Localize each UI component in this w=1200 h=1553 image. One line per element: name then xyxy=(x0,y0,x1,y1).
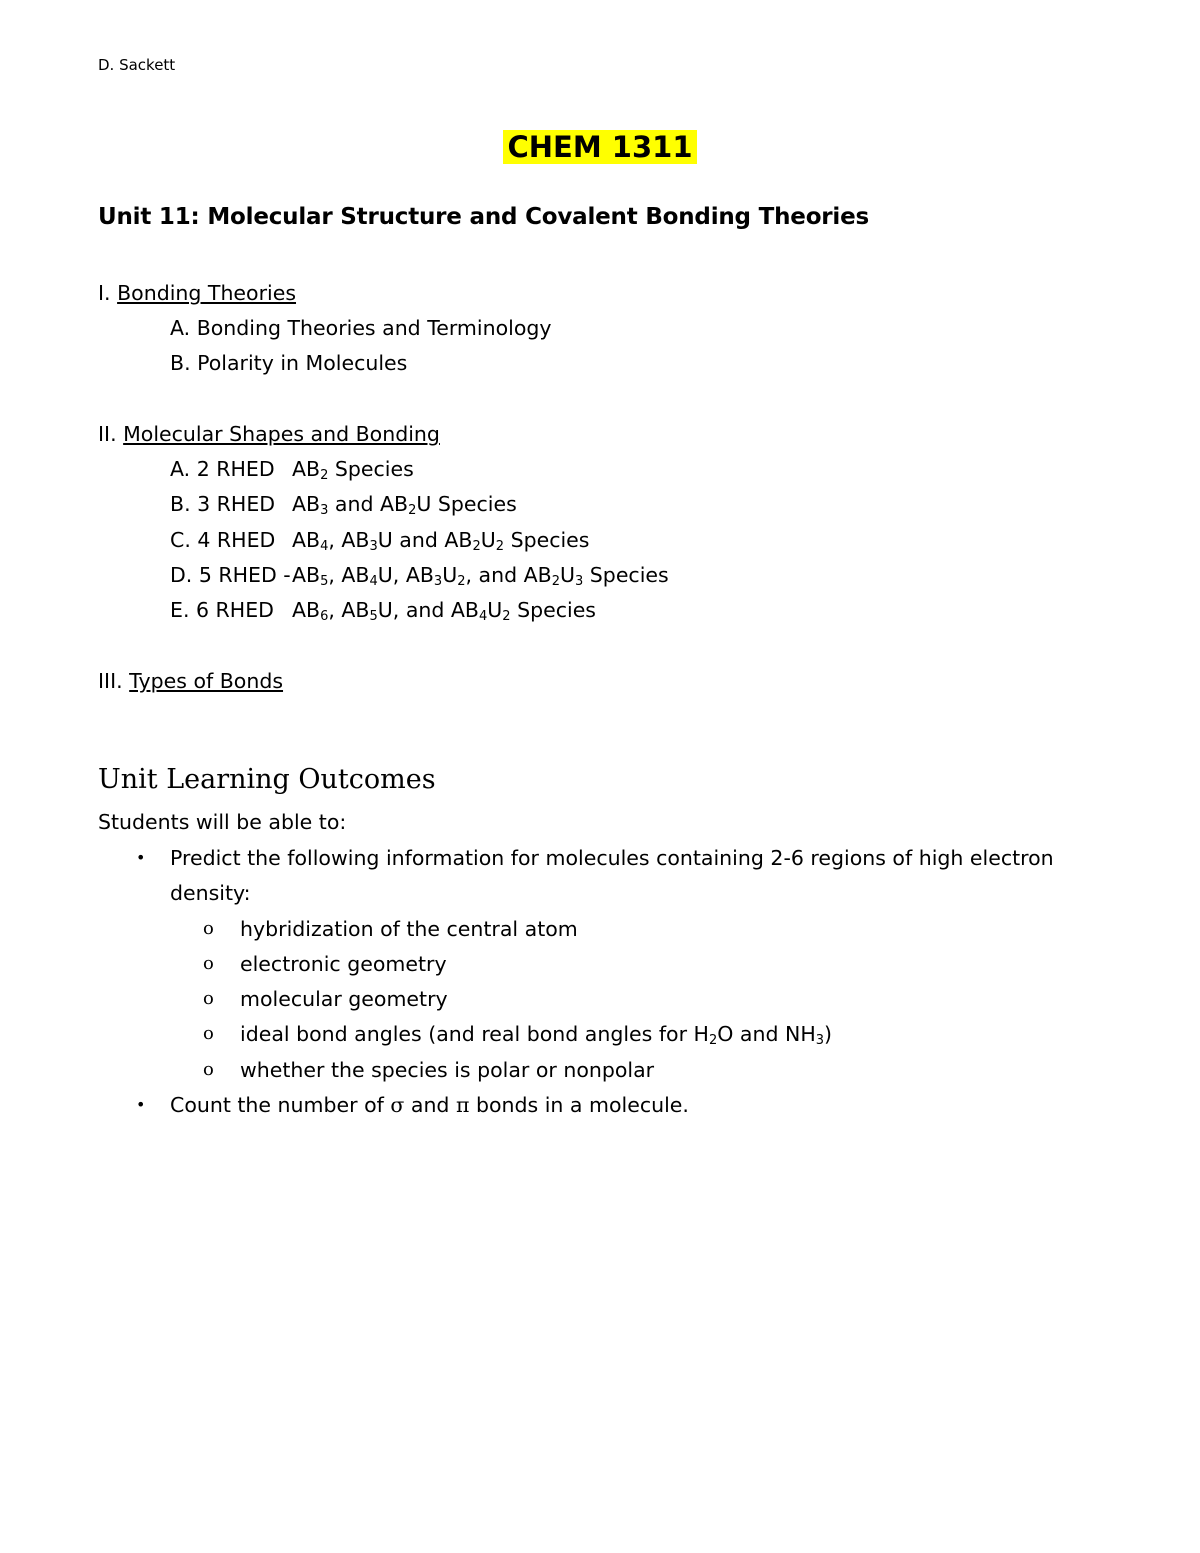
item-d-label: D. 5 RHED - xyxy=(170,563,291,587)
formula-subscript: 2 xyxy=(708,1033,718,1048)
formula-text: , and AB xyxy=(465,563,552,587)
formula-subscript: 2 xyxy=(408,503,417,518)
section-2-item-a xyxy=(170,456,414,489)
formula-subscript: 4 xyxy=(479,609,488,624)
formula-subscript: 3 xyxy=(433,574,443,589)
outcome-subitem: electronic geometry xyxy=(240,952,447,976)
formula-subscript: 3 xyxy=(320,503,329,518)
item-e-label: E. 6 RHED xyxy=(170,598,274,622)
outcome-subitem: whether the species is polar or nonpolar xyxy=(240,1058,655,1082)
section-1-number: I. xyxy=(98,281,118,305)
formula-subscript: 2 xyxy=(472,539,481,554)
formula-subscript: 2 xyxy=(551,574,560,589)
formula-subscript: 2 xyxy=(320,468,329,483)
outcome-subitem: molecular geometry xyxy=(240,987,448,1011)
unit-title: Unit 11: Molecular Structure and Covalent Bonding Theories xyxy=(98,204,870,230)
section-2-item-b xyxy=(170,491,517,524)
formula-text: U xyxy=(487,598,503,622)
outcomes-heading: Unit Learning Outcomes xyxy=(98,764,436,795)
section-3-number: III. xyxy=(98,669,130,693)
section-2-item-c xyxy=(170,527,589,560)
section-2-item-d xyxy=(170,562,669,595)
formula-subscript: 2 xyxy=(457,574,466,589)
outcomes-intro: Students will be able to: xyxy=(98,810,347,834)
formula-text: Species xyxy=(510,598,596,622)
formula-text: AB xyxy=(292,598,321,622)
circle-bullet-icon: o xyxy=(203,1059,214,1080)
section-3-title: Types of Bonds xyxy=(129,669,284,693)
formula-subscript: 3 xyxy=(815,1033,825,1048)
formula-text: , AB xyxy=(328,598,370,622)
outcome-text: and xyxy=(404,1093,456,1117)
formula-subscript: 5 xyxy=(320,574,329,589)
formula-text: U, and AB xyxy=(377,598,479,622)
formula-text: AB xyxy=(292,528,321,552)
outcome-subitem-bond-angles xyxy=(240,1021,832,1054)
pi-symbol: π xyxy=(455,1093,470,1117)
formula-text: ideal bond angles (and real bond angles for H xyxy=(240,1022,709,1046)
formula-subscript: 6 xyxy=(320,609,329,624)
outcome-1-line-2: density: xyxy=(170,881,251,905)
formula-text: Species xyxy=(328,457,414,481)
formula-text: U Species xyxy=(416,492,517,516)
formula-subscript: 3 xyxy=(369,539,378,554)
formula-text: , AB xyxy=(328,528,370,552)
formula-subscript: 2 xyxy=(502,609,511,624)
course-title-row xyxy=(0,128,1200,166)
section-3-heading xyxy=(98,668,283,694)
formula-text: Species xyxy=(583,563,669,587)
bullet-icon: • xyxy=(136,848,146,867)
section-1-item-a: A. Bonding Theories and Terminology xyxy=(170,316,552,340)
formula-text: O and NH xyxy=(717,1022,816,1046)
section-2-item-e xyxy=(170,597,596,630)
outcome-subitem: hybridization of the central atom xyxy=(240,917,578,941)
formula-text: U xyxy=(442,563,458,587)
outcome-2 xyxy=(170,1092,689,1118)
outcome-text: bonds in a molecule. xyxy=(469,1093,689,1117)
course-title: CHEM 1311 xyxy=(503,130,696,164)
formula-text: U xyxy=(480,528,496,552)
outcome-1-line-1: Predict the following information for molecules containing 2-6 regions of high electron xyxy=(170,846,1054,870)
sigma-symbol: σ xyxy=(390,1093,405,1117)
circle-bullet-icon: o xyxy=(203,953,214,974)
formula-text: and AB xyxy=(328,492,409,516)
formula-text: AB xyxy=(292,563,321,587)
item-a-label: A. 2 RHED xyxy=(170,457,275,481)
item-b-label: B. 3 RHED xyxy=(170,492,276,516)
formula-subscript: 4 xyxy=(320,539,329,554)
formula-text: U xyxy=(559,563,575,587)
section-2-number: II. xyxy=(98,422,124,446)
formula-text: ) xyxy=(824,1022,833,1046)
formula-text: , AB xyxy=(328,563,370,587)
formula-text: AB xyxy=(292,457,321,481)
section-1-item-b: B. Polarity in Molecules xyxy=(170,351,408,375)
section-1-heading xyxy=(98,280,296,306)
formula-text: AB xyxy=(292,492,321,516)
outcome-text: Count the number of xyxy=(170,1093,391,1117)
formula-subscript: 4 xyxy=(369,574,378,589)
formula-subscript: 5 xyxy=(369,609,378,624)
section-1-title: Bonding Theories xyxy=(117,281,297,305)
section-2-heading xyxy=(98,421,440,447)
bullet-icon: • xyxy=(136,1095,146,1114)
formula-text: U, AB xyxy=(377,563,434,587)
formula-subscript: 2 xyxy=(495,539,505,554)
section-2-title: Molecular Shapes and Bonding xyxy=(123,422,440,446)
formula-text: Species xyxy=(504,528,590,552)
circle-bullet-icon: o xyxy=(203,988,214,1009)
formula-text: U and AB xyxy=(377,528,473,552)
author-header: D. Sackett xyxy=(98,56,176,74)
formula-subscript: 3 xyxy=(575,574,584,589)
circle-bullet-icon: o xyxy=(203,1023,214,1044)
item-c-label: C. 4 RHED xyxy=(170,528,276,552)
circle-bullet-icon: o xyxy=(203,918,214,939)
